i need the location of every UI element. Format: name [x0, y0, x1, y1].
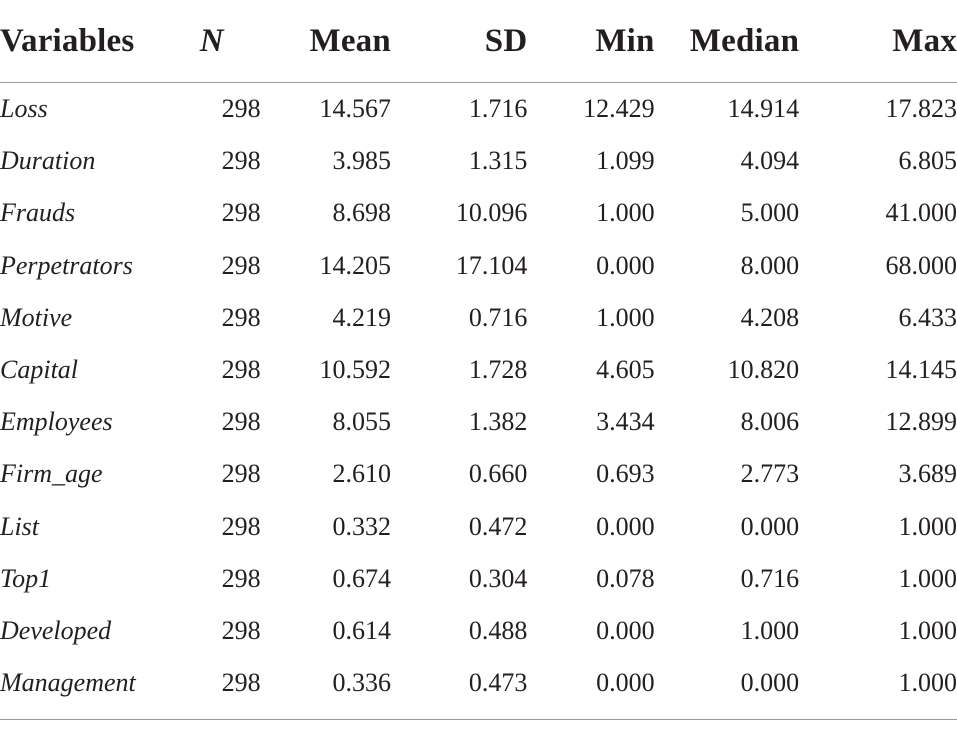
- cell-median: 0.716: [740, 563, 800, 593]
- cell-variable: Motive: [0, 302, 73, 332]
- cell-median: 4.208: [740, 302, 800, 332]
- table-row: [0, 187, 957, 239]
- cell-median: 1.000: [740, 615, 800, 645]
- cell-variable: Developed: [0, 615, 112, 645]
- table-row: [0, 501, 957, 553]
- cell-median: 0.000: [740, 668, 800, 698]
- table-row: [0, 240, 957, 292]
- cell-max: 68.000: [885, 250, 957, 280]
- cell-variable: List: [0, 511, 40, 541]
- cell-sd: 0.473: [468, 668, 528, 698]
- cell-min: 1.000: [596, 302, 655, 332]
- cell-max: 6.805: [898, 146, 957, 176]
- cell-n: 298: [221, 407, 261, 437]
- header-n: N: [163, 0, 261, 83]
- cell-max: 1.000: [898, 668, 957, 698]
- cell-max: 17.823: [885, 94, 957, 124]
- cell-median: 10.820: [727, 355, 800, 385]
- cell-max: 12.899: [885, 407, 957, 437]
- cell-sd: 17.104: [455, 250, 528, 280]
- cell-n: 298: [221, 146, 261, 176]
- cell-n: 298: [221, 511, 261, 541]
- cell-n: 298: [221, 459, 261, 489]
- header-min: Min: [527, 0, 654, 83]
- cell-min: 1.000: [596, 198, 655, 228]
- cell-n: 298: [221, 94, 261, 124]
- header-max: Max: [799, 0, 957, 83]
- cell-median: 2.773: [740, 459, 800, 489]
- table-row: [0, 135, 957, 187]
- cell-min: 0.000: [596, 668, 655, 698]
- cell-mean: 10.592: [319, 355, 391, 385]
- cell-median: 0.000: [740, 511, 800, 541]
- cell-sd: 1.716: [468, 94, 528, 124]
- cell-mean: 2.610: [332, 459, 391, 489]
- cell-sd: 10.096: [455, 198, 528, 228]
- cell-n: 298: [221, 355, 261, 385]
- cell-max: 41.000: [885, 198, 957, 228]
- cell-mean: 0.332: [332, 511, 391, 541]
- cell-max: 1.000: [898, 615, 957, 645]
- table-row: [0, 83, 957, 136]
- cell-mean: 14.567: [319, 94, 391, 124]
- cell-min: 0.000: [596, 250, 655, 280]
- table-body: [0, 83, 957, 720]
- header-variables: Variables: [0, 0, 163, 83]
- cell-variable: Perpetrators: [0, 250, 133, 280]
- cell-mean: 4.219: [332, 302, 391, 332]
- header-mean: Mean: [261, 0, 391, 83]
- table-row: [0, 448, 957, 500]
- cell-sd: 1.728: [468, 355, 528, 385]
- cell-variable: Duration: [0, 146, 96, 176]
- cell-mean: 14.205: [319, 250, 391, 280]
- cell-min: 4.605: [596, 355, 655, 385]
- cell-max: 6.433: [898, 302, 957, 332]
- cell-n: 298: [221, 668, 261, 698]
- cell-min: 0.000: [596, 511, 655, 541]
- cell-min: 0.693: [596, 459, 655, 489]
- cell-max: 1.000: [898, 511, 957, 541]
- cell-sd: 0.304: [468, 563, 528, 593]
- cell-mean: 3.985: [332, 146, 391, 176]
- cell-min: 0.000: [596, 615, 655, 645]
- cell-sd: 0.472: [468, 511, 528, 541]
- cell-sd: 1.315: [468, 146, 528, 176]
- cell-min: 1.099: [596, 146, 655, 176]
- cell-sd: 0.660: [468, 459, 528, 489]
- cell-variable: Capital: [0, 355, 79, 385]
- cell-median: 5.000: [740, 198, 800, 228]
- header-row: [0, 0, 957, 83]
- cell-sd: 0.716: [468, 302, 528, 332]
- cell-variable: Firm_age: [0, 459, 103, 489]
- cell-median: 8.006: [740, 407, 800, 437]
- cell-n: 298: [221, 250, 261, 280]
- cell-min: 12.429: [583, 94, 655, 124]
- cell-median: 4.094: [740, 146, 800, 176]
- table-row: [0, 344, 957, 396]
- cell-n: 298: [221, 198, 261, 228]
- cell-median: 14.914: [727, 94, 800, 124]
- cell-variable: Management: [0, 668, 136, 698]
- table-bottom-rule: [0, 709, 957, 720]
- cell-max: 14.145: [885, 355, 957, 385]
- cell-variable: Employees: [0, 407, 113, 437]
- table-row: [0, 657, 957, 709]
- cell-variable: Top1: [0, 563, 52, 593]
- cell-n: 298: [221, 615, 261, 645]
- cell-mean: 8.055: [332, 407, 391, 437]
- cell-sd: 0.488: [468, 615, 528, 645]
- cell-variable: Loss: [0, 94, 48, 124]
- cell-variable: Frauds: [0, 198, 76, 228]
- cell-mean: 8.698: [332, 198, 391, 228]
- cell-sd: 1.382: [468, 407, 528, 437]
- cell-min: 0.078: [596, 563, 655, 593]
- cell-mean: 0.614: [332, 615, 391, 645]
- cell-max: 1.000: [898, 563, 957, 593]
- table-row: [0, 396, 957, 448]
- header-median: Median: [655, 0, 800, 83]
- cell-n: 298: [221, 563, 261, 593]
- bottom-rule-cell: [0, 709, 957, 720]
- cell-mean: 0.674: [332, 563, 391, 593]
- table-row: [0, 292, 957, 344]
- cell-max: 3.689: [898, 459, 957, 489]
- table-row: [0, 605, 957, 657]
- cell-min: 3.434: [596, 407, 655, 437]
- cell-median: 8.000: [740, 250, 800, 280]
- table-row: [0, 553, 957, 605]
- cell-n: 298: [221, 302, 261, 332]
- cell-mean: 0.336: [332, 668, 391, 698]
- header-sd: SD: [391, 0, 527, 83]
